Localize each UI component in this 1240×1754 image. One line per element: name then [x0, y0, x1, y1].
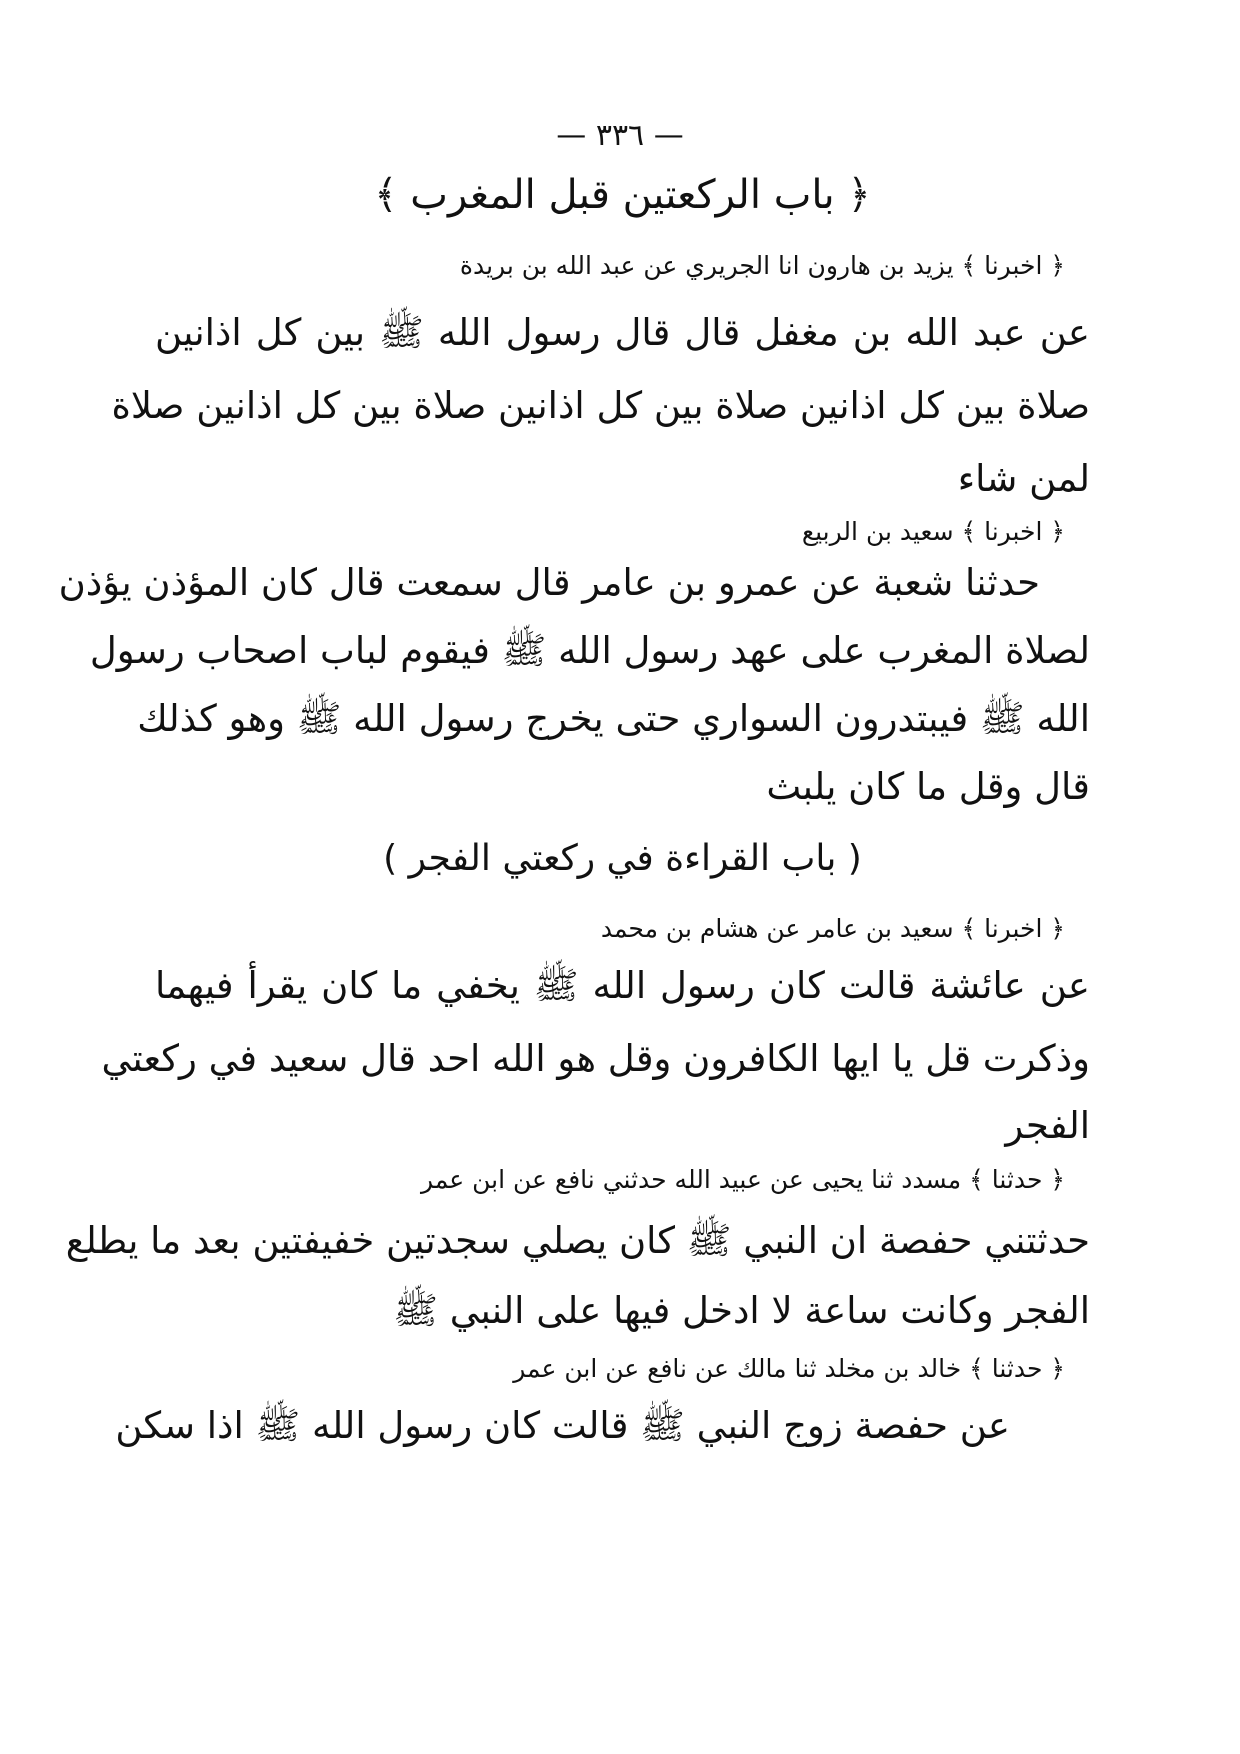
text-line-8: عن عائشة قالت كان رسول الله ﷺ يخفي ما كان يقرأ فيهما: [155, 964, 1090, 1007]
isnad-line-3: ﴿ اخبرنا ﴾ سعيد بن عامر عن هشام بن محمد: [600, 914, 1065, 943]
page-number: — ٣٣٦ —: [556, 118, 684, 153]
text-line-1: عن عبد الله بن مغفل قال قال رسول الله ﷺ بين كل اذانين: [155, 311, 1090, 354]
text-line-10: الفجر: [1005, 1104, 1090, 1147]
chapter-heading-1: ﴿ باب الركعتين قبل المغرب ﴾: [374, 172, 871, 218]
isnad-line-2: ﴿ اخبرنا ﴾ سعيد بن الربيع: [801, 517, 1065, 546]
text-line-9: وذكرت قل يا ايها الكافرون وقل هو الله احد قال سعيد في ركعتي: [101, 1037, 1090, 1080]
text-line-6: الله ﷺ فيبتدرون السواري حتى يخرج رسول الله ﷺ وهو كذلك: [137, 697, 1090, 740]
text-line-12: الفجر وكانت ساعة لا ادخل فيها على النبي ﷺ: [393, 1289, 1090, 1332]
text-line-4: حدثنا شعبة عن عمرو بن عامر قال سمعت قال كان المؤذن يؤذن: [58, 561, 1040, 604]
text-line-7: قال وقل ما كان يلبث: [766, 765, 1090, 808]
text-line-2: صلاة بين كل اذانين صلاة بين كل اذانين صلاة بين كل اذانين صلاة: [111, 384, 1090, 427]
text-line-3: لمن شاء: [957, 457, 1090, 500]
text-line-11: حدثتني حفصة ان النبي ﷺ كان يصلي سجدتين خفيفتين بعد ما يطلع: [65, 1219, 1090, 1262]
isnad-line-4: ﴿ حدثنا ﴾ مسدد ثنا يحيى عن عبيد الله حدثني نافع عن ابن عمر: [421, 1165, 1065, 1194]
isnad-line-1: ﴿ اخبرنا ﴾ يزيد بن هارون انا الجريري عن عبد الله بن بريدة: [459, 251, 1065, 280]
isnad-line-5: ﴿ حدثنا ﴾ خالد بن مخلد ثنا مالك عن نافع عن ابن عمر: [513, 1354, 1065, 1383]
text-line-5: لصلاة المغرب على عهد رسول الله ﷺ فيقوم لباب اصحاب رسول: [89, 629, 1090, 672]
chapter-heading-2: ( باب القراءة في ركعتي الفجر ): [383, 838, 862, 879]
text-line-13: عن حفصة زوج النبي ﷺ قالت كان رسول الله ﷺ اذا سكن: [115, 1404, 1010, 1447]
